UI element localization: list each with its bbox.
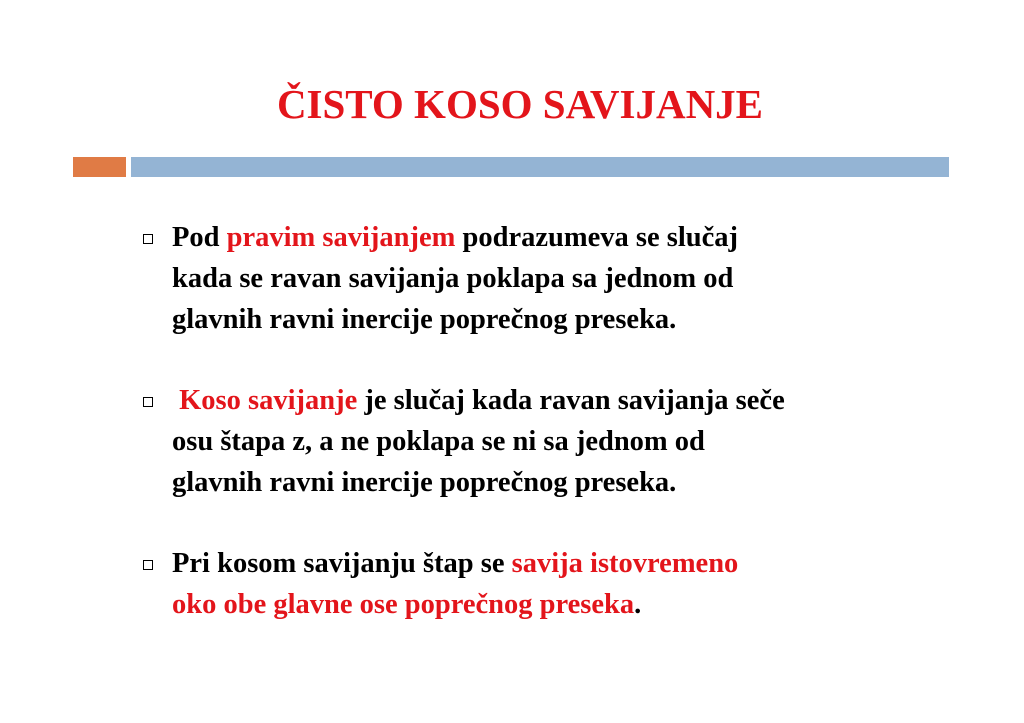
square-bullet-icon: [143, 234, 153, 244]
slide-title: ČISTO KOSO SAVIJANJE: [276, 81, 764, 127]
highlighted-term: pravim savijanjem: [226, 222, 456, 253]
bullet-line: [172, 217, 940, 258]
title-accent-bar-blue: [131, 157, 949, 177]
bullet-line: [172, 543, 940, 584]
text-run: .: [634, 589, 642, 620]
text-run: glavnih ravni inercije poprečnog preseka.: [172, 304, 677, 335]
bullet-item: [140, 217, 940, 340]
highlighted-term: Koso savijanje: [179, 385, 358, 416]
highlighted-term: savija istovremeno: [511, 548, 739, 579]
bullet-line: [172, 299, 940, 340]
bullet-line: [172, 584, 940, 625]
bullet-item: [140, 380, 940, 503]
highlighted-term: oko obe glavne ose poprečnog preseka: [172, 589, 635, 620]
bullet-line: [172, 380, 940, 421]
text-run: podrazumeva se slučaj: [455, 222, 739, 253]
square-bullet-icon: [143, 397, 153, 407]
text-run: glavnih ravni inercije poprečnog preseka.: [172, 467, 677, 498]
text-run: je slučaj kada ravan savijanja seče: [357, 385, 785, 416]
text-run: osu štapa z, a ne poklapa se ni sa jednom od: [172, 426, 705, 457]
square-bullet-icon: [143, 560, 153, 570]
bullet-item: [140, 543, 940, 625]
title-accent-bar-orange: [73, 157, 126, 177]
text-run: Pod: [172, 222, 227, 253]
bullet-line: [172, 258, 940, 299]
bullet-line: [172, 462, 940, 503]
text-run: Pri kosom savijanju štap se: [172, 548, 512, 579]
bullet-list: [140, 217, 940, 625]
bullet-line: [172, 421, 940, 462]
text-run: kada se ravan savijanja poklapa sa jednom od: [172, 263, 734, 294]
